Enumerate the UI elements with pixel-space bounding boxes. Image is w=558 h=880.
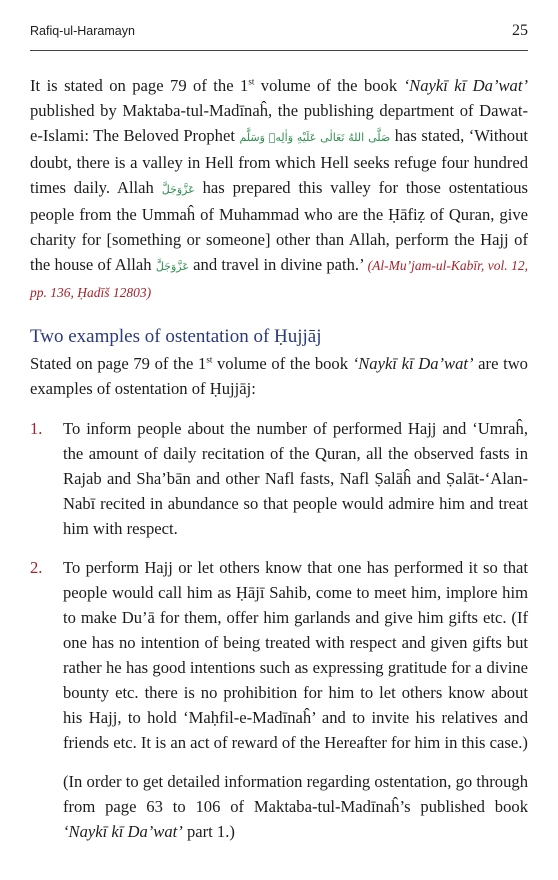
book-title: Rafiq-ul-Haramayn	[30, 24, 135, 38]
section-heading: Two examples of ostentation of Ḥujjāj	[30, 326, 322, 347]
book-title-italic: ‘Naykī kī Da’wat’	[63, 822, 183, 841]
hadith-citation: (Al-Mu’jam-ul-Kabīr, vol. 12, pp. 136, Ḥadīš 12803)	[30, 258, 528, 300]
page-number: 25	[512, 22, 528, 39]
list-item	[30, 416, 528, 541]
para1-text-c: published by Maktaba-tul-Madīnaĥ, the publishing department of Dawat-e-Islami: The Beloved Prophet	[30, 101, 528, 145]
intro-text-b: volume of the book	[212, 354, 353, 373]
list-item-number: 2.	[30, 558, 43, 577]
list-item-text: To inform people about the number of performed Hajj and ‘Umraĥ, the amount of daily recitation of the Quran, all the observed fasts in Rajab and Sha’bān and other Nafl fasts, Nafl Ṣalāĥ and Ṣalāt-‘Alan-Nabī recited in abundance so that people would admire him and treat him with respect.	[63, 419, 528, 538]
running-header	[30, 0, 528, 42]
list-item-number: 1.	[30, 419, 43, 438]
honorific-allah: عَزَّوَجَلَّ	[161, 183, 195, 196]
opening-paragraph	[30, 73, 528, 305]
list-item-text: To perform Hajj or let others know that one has performed it so that people would call him as Ḥājī Sahib, come to meet him, implore him to make Du’ā for them, offer him garlands and give him gifts etc. (If one has no intention of being treated with respect and given gifts but rather he has good intentions such as expressing gratitude for a divine bounty etc. there is no prohibition for him to let others know about his Hajj, to hold ‘Maḥfil-e-Madīnaĥ’ and to invite his relatives and friends etc. It is an act of reward of the Hereafter for him in this case.)	[63, 558, 528, 752]
para1-text-d: has stated, ‘Without doubt, there is a valley in Hell from which Hell seeks refuge four hundred times daily. Allah	[30, 126, 528, 197]
note-text-a: (In order to get detailed information regarding ostentation, go through from page 63 to 106 of Maktaba-tul-Madīnaĥ’s published book	[63, 772, 528, 816]
intro-text-a: Stated on page 79 of the 1	[30, 354, 207, 373]
book-title-italic: ‘Naykī kī Da’wat’	[403, 76, 528, 95]
para1-text-a: It is stated on page 79 of the 1	[30, 76, 249, 95]
reference-note	[63, 769, 528, 844]
list-item	[30, 555, 528, 755]
examples-list	[30, 416, 528, 755]
book-title-italic: ‘Naykī kī Da’wat’	[352, 354, 474, 373]
section-intro	[30, 351, 528, 401]
honorific-allah: عَزَّوَجَلَّ	[155, 260, 189, 273]
header-rule	[30, 50, 528, 51]
para1-text-e: has prepared this valley for those ostentatious people from the Ummaĥ of Muhammad who are the Ḥāfiẓ of Quran, give charity for [something or someone] other than Allah, perform the Hajj of the house of Allah	[30, 178, 528, 274]
intro-text-c: are two examples of ostentation of Ḥujjāj:	[30, 354, 528, 398]
ordinal-suffix: st	[248, 76, 255, 87]
para1-text-b: volume of the book	[254, 76, 404, 95]
note-text-b: part 1.)	[182, 822, 235, 841]
ordinal-suffix: st	[206, 354, 213, 365]
honorific-prophet: صَلَّى اللهُ تَعَالٰى عَلَيْهِ وَاٰلِهٖ وَسَلَّم	[239, 131, 391, 144]
para1-text-f: and travel in divine path.’	[188, 255, 368, 274]
